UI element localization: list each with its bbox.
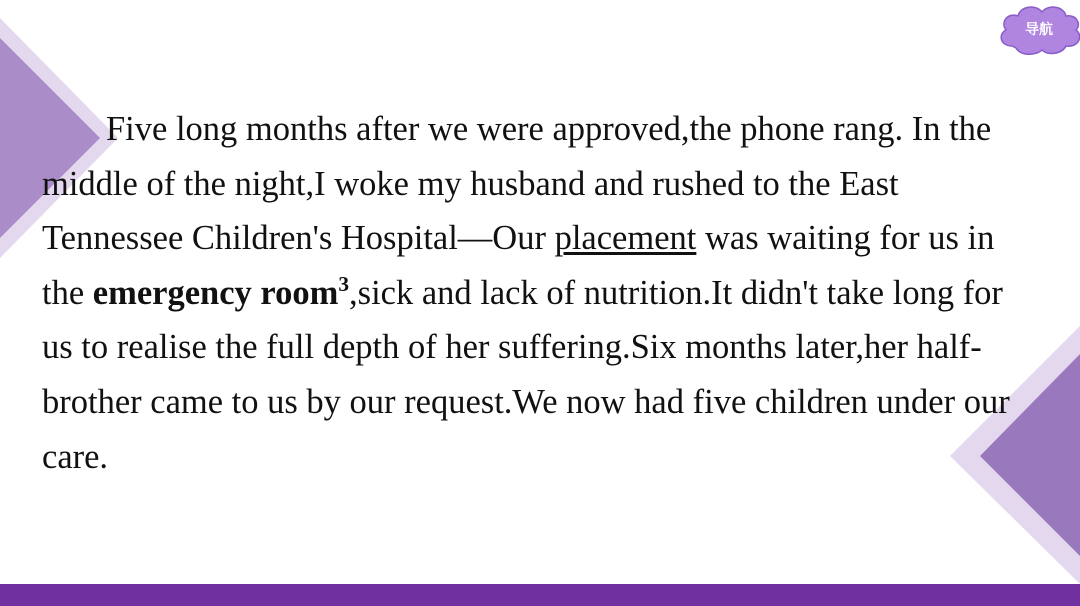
- reading-passage: [42, 102, 1042, 484]
- passage-text-part-3: ,sick and lack of nutrition.It didn't take long for us to realise the full depth of her suffering.Six months later,her half-brother came to us by our request.We now had five children under our care.: [42, 273, 1010, 476]
- bold-term: emergency room: [92, 273, 339, 312]
- underlined-word: placement: [554, 219, 697, 258]
- passage-text-part-2: was waiting for us in the: [42, 219, 995, 312]
- bottom-bar: [0, 584, 1080, 606]
- nav-button[interactable]: [996, 2, 1080, 58]
- nav-button-label: 导航: [1025, 22, 1053, 38]
- footnote-marker: 3: [338, 271, 350, 296]
- passage-text-part-1: Five long months after we were approved,the phone rang. In the middle of the night,I woke my husband and rushed to the East Tennessee Children's Hospital—Our: [42, 110, 992, 258]
